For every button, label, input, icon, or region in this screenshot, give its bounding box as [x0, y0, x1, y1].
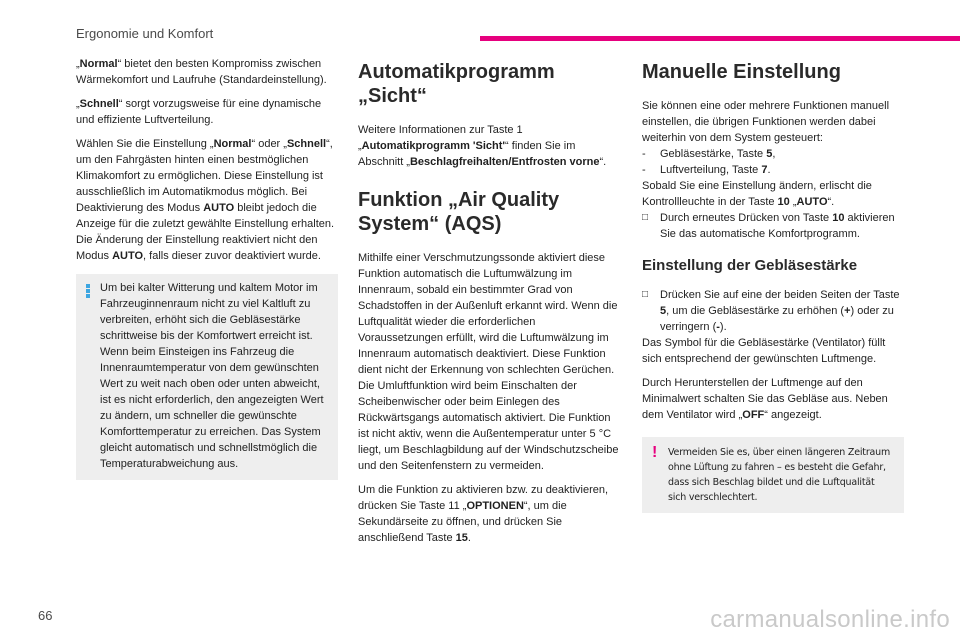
bullet-taste5: □ Drücken Sie auf eine der beiden Seiten der Taste 5, um die Gebläsestärke zu erhöhen (+) oder zu verringern (-).	[642, 289, 900, 333]
watermark: carmanualsonline.info	[710, 606, 950, 633]
info-note	[76, 274, 338, 480]
paragraph-manual-intro: Sie können eine oder mehrere Funktionen manuell einstellen, die übrigen Funktionen werden dabei weiterhin von dem System gesteuert:	[642, 100, 890, 144]
dash-item-geblaese: - Gebläsestärke, Taste 5,	[642, 148, 776, 160]
paragraph-off: Durch Herunterstellen der Luftmenge auf den Minimalwert schalten Sie das Gebläse aus. Neben dem Ventilator wird „OFF“ angezeigt.	[642, 377, 888, 421]
chapter-accent-bar	[480, 36, 960, 41]
bullet-square-icon: □	[642, 212, 649, 223]
paragraph-aqs: Mithilfe einer Verschmutzungssonde aktiviert diese Funktion automatisch die Luftumwälzung im Innenraum, sobald ein bestimmter Grad von Schadstoffen in der Außenluft erkannt wird. Wenn die Luftqualität wieder die erforderlichen Voraussetzungen erfüllt, wird die Luftumwälzung im Innenraum automatisch deaktiviert. Diese Funktion dient nicht der Erkennung von schlechten Gerüchen. Die Umluftfunktion wird beim Einschalten der Scheibenwischer oder beim Einlegen des Rückwärtsgangs automatisch aktiviert. Die Funktion ist nicht aktiv, wenn die Außentemperatur unter 5 °C liegt, um Beschlagbildung auf der Windschutzscheibe und den Seitenfenstern zu vermeiden.	[358, 252, 619, 472]
paragraph-einstellung: Wählen Sie die Einstellung „Normal“ oder „Schnell“, um den Fahrgästen hinten einen bestmöglichen Klimakomfort zu ermöglichen. Diese Einstellung ist ausschließlich im Automatikmodus möglich. Bei Deaktivierung des Modus AUTO bleibt jedoch die Anzeige für die zuletzt gewählte Einstellung erhalten. Die Änderung der Einstellung reaktiviert nicht den Modus AUTO, falls dieser zuvor deaktiviert wurde.	[76, 138, 335, 262]
info-icon	[86, 284, 90, 298]
paragraph-normal: „Normal“ bietet den besten Kompromiss zwischen Wärmekomfort und Laufruhe (Standardeinstellung).	[76, 58, 327, 86]
dash-item-luftverteilung: - Luftverteilung, Taste 7.	[642, 164, 771, 176]
warning-note	[642, 437, 904, 513]
paragraph-symbol: Das Symbol für die Gebläsestärke (Ventilator) füllt sich entsprechend der gewünschten Luftmenge.	[642, 337, 886, 365]
warning-text: Vermeiden Sie es, über einen längeren Zeitraum ohne Lüftung zu fahren – es besteht die Gefahr, dass sich Beschlag bildet und die Luftqualität sich verschlechtert.	[668, 447, 891, 503]
manual-block	[642, 98, 904, 242]
warning-exclamation-icon: !	[652, 444, 658, 461]
heading-automatikprogramm-sicht: Automatikprogramm „Sicht“	[358, 61, 555, 107]
paragraph-schnell: „Schnell“ sorgt vorzugsweise für eine dynamische und effiziente Luftverteilung.	[76, 98, 322, 126]
bullet-square-icon: □	[642, 289, 649, 300]
column-left	[76, 56, 338, 480]
paragraph-kontrollleuchte: Sobald Sie eine Einstellung ändern, erlischt die Kontrollleuchte in der Taste 10 „AUTO“.	[642, 180, 872, 208]
paragraph-aqs-activation: Um die Funktion zu aktivieren bzw. zu deaktivieren, drücken Sie Taste 11 „OPTIONEN“, um die Sekundärseite zu öffnen, und drücken Sie anschließend Taste 15.	[358, 484, 609, 544]
column-right	[642, 56, 904, 513]
page-number: 66	[38, 608, 53, 623]
info-note-text: Um bei kalter Witterung und kaltem Motor im Fahrzeuginnenraum nicht zu viel Kaltluft zu verbreiten, erhöht sich die Gebläsestärke schrittweise bis der Komfortwert erreicht ist. Wenn beim Einsteigen ins Fahrzeug die Innenraumtemperatur von dem gewünschten Wert zu weit nach oben oder unten abweicht, ist es nicht erforderlich, den angezeigten Wert zu ändern, um schneller die gewünschte Komforttemperatur zu erreichen. Das System gleicht automatisch und schnellstmöglich die Temperaturabweichung aus.	[100, 282, 324, 470]
heading-manuelle-einstellung: Manuelle Einstellung	[642, 61, 841, 83]
column-middle	[358, 56, 620, 554]
heading-aqs: Funktion „Air Quality System“ (AQS)	[358, 189, 560, 235]
chapter-title: Ergonomie und Komfort	[76, 26, 214, 41]
bullet-auto: □ Durch erneutes Drücken von Taste 10 aktivieren Sie das automatische Komfortprogramm.	[642, 212, 895, 240]
paragraph-sicht-info: Weitere Informationen zur Taste 1 „Automatikprogramm 'Sicht'“ finden Sie im Abschnitt „Beschlagfreihalten/Entfrosten vorne“.	[358, 124, 607, 168]
heading-geblaesestaerke: Einstellung der Gebläsestärke	[642, 257, 858, 274]
